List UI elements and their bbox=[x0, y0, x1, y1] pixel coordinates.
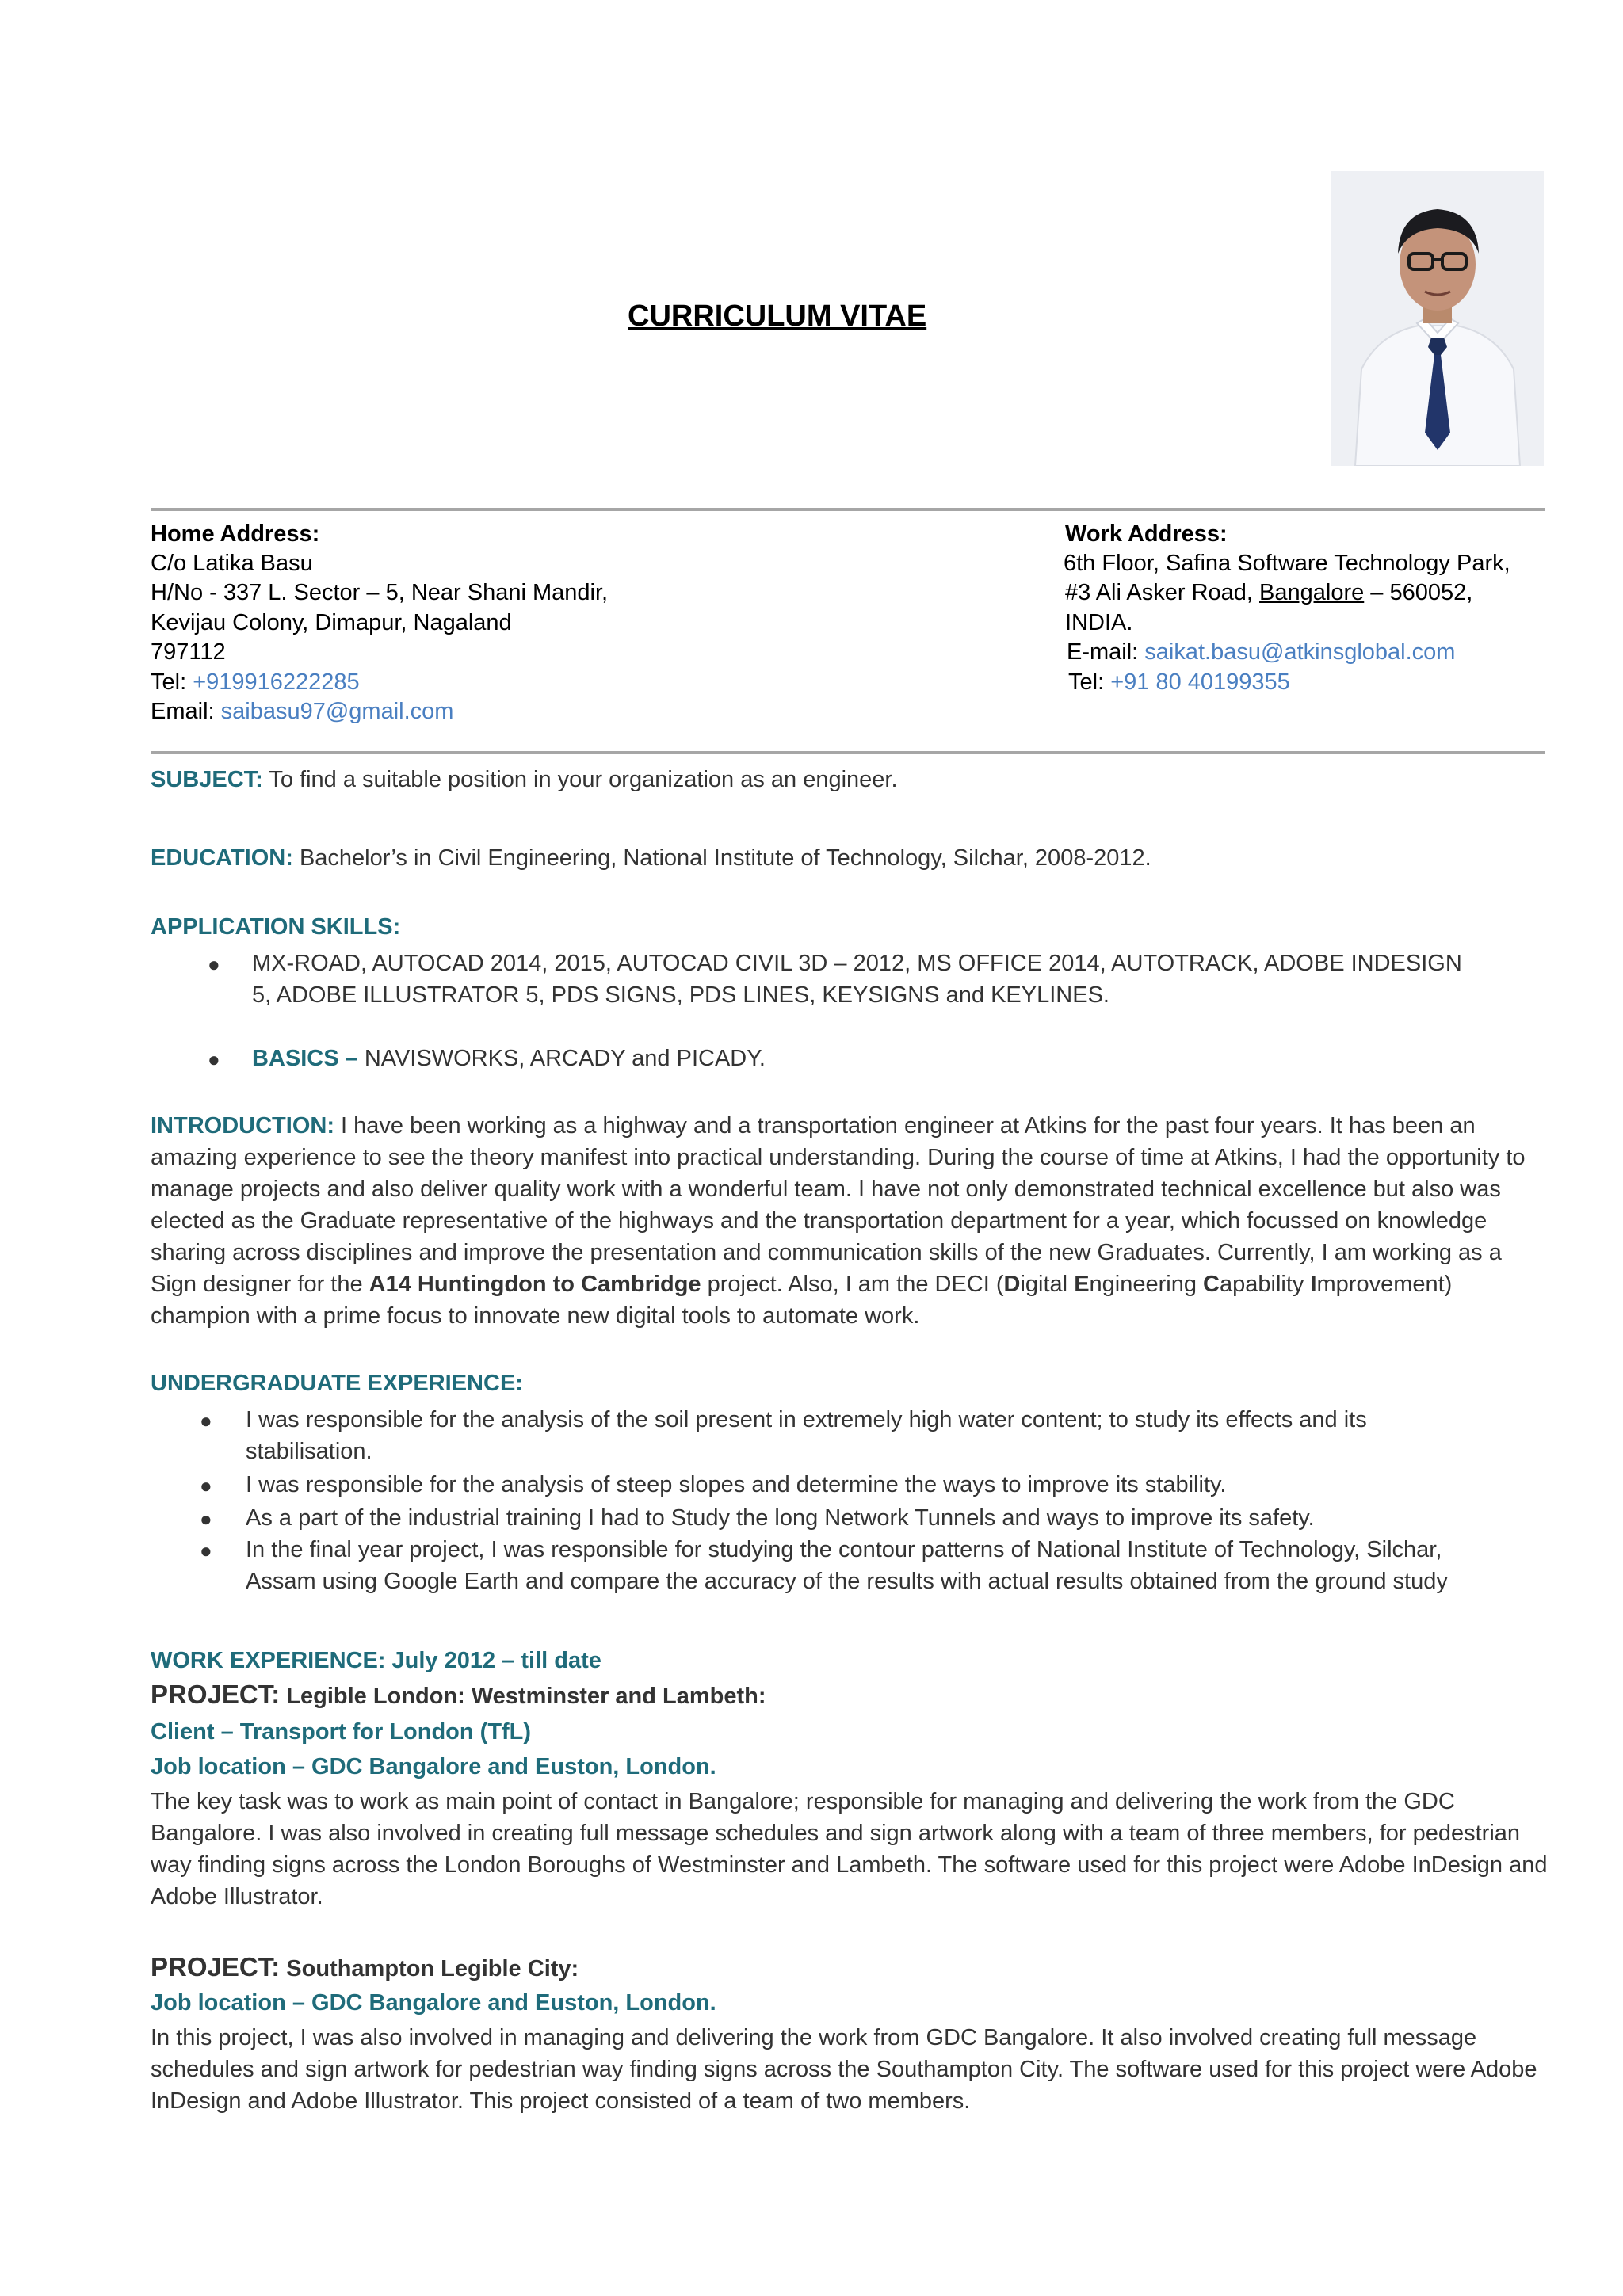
introduction-text: ngineering bbox=[1089, 1272, 1204, 1297]
introduction-paragraph bbox=[151, 1110, 1553, 1332]
undergrad-item: I was responsible for the analysis of the soil present in extremely high water content; to study its effects and its bbox=[246, 1407, 1367, 1432]
basics-label: BASICS – bbox=[252, 1046, 358, 1071]
introduction-text: igital bbox=[1020, 1272, 1075, 1297]
home-address-line: 797112 bbox=[151, 639, 226, 665]
project-location: Job location – GDC Bangalore and Euston, London. bbox=[151, 1754, 716, 1779]
work-experience-heading: WORK EXPERIENCE: July 2012 – till date bbox=[151, 1648, 601, 1673]
project-description: In this project, I was also involved in managing and delivering the work from GDC Bangalore. It also involved creating full message schedules and sign artwork for pedestrian way finding signs across the Southampton City. The software used for this project were Adobe InDesign and Adobe Illustrator. This project consisted of a team of two members. bbox=[151, 2025, 1537, 2114]
education-text: Bachelor’s in Civil Engineering, National Institute of Technology, Silchar, 2008-2012. bbox=[292, 845, 1151, 871]
home-email-label: Email: bbox=[151, 699, 221, 724]
education-label: EDUCATION: bbox=[151, 845, 293, 871]
subject-label: SUBJECT: bbox=[151, 767, 263, 792]
divider-top bbox=[151, 508, 1545, 511]
work-tel bbox=[1068, 667, 1290, 697]
introduction-acronym-letter: C bbox=[1203, 1272, 1220, 1297]
introduction-text: project. Also, I am the DECI ( bbox=[701, 1272, 1004, 1297]
project-client: Client – Transport for London (TfL) bbox=[151, 1719, 532, 1745]
skills-item-line: MX-ROAD, AUTOCAD 2014, 2015, AUTOCAD CIVIL 3D – 2012, MS OFFICE 2014, AUTOTRACK, ADOBE INDESIGN bbox=[252, 951, 1462, 976]
work-address-label: Work Address: bbox=[1065, 521, 1228, 547]
project-heading bbox=[151, 1951, 579, 1989]
work-email-label: E-mail: bbox=[1067, 639, 1145, 665]
project-label: PROJECT: bbox=[151, 1952, 281, 1981]
introduction-acronym-letter: I bbox=[1310, 1272, 1317, 1297]
project-description: The key task was to work as main point of contact in Bangalore; responsible for managing and delivering the work from the GDC Bangalore. I was also involved in creating full message schedules and sign artwork along with a team of three members, for pedestrian way finding signs across the London Boroughs of Westminster and Lambeth. The software used for this project were Adobe InDesign and Adobe Illustrator. bbox=[151, 1789, 1548, 1909]
skills-item-line: 5, ADOBE ILLUSTRATOR 5, PDS SIGNS, PDS LINES, KEYSIGNS and KEYLINES. bbox=[252, 982, 1109, 1008]
bullet-icon: ● bbox=[208, 1047, 220, 1071]
home-tel-link[interactable]: +919916222285 bbox=[193, 669, 360, 695]
basics-text: NAVISWORKS, ARCADY and PICADY. bbox=[357, 1046, 766, 1071]
introduction-project: A14 Huntingdon to Cambridge bbox=[369, 1272, 701, 1297]
project-name: Southampton Legible City: bbox=[280, 1956, 579, 1981]
subject-text: To find a suitable position in your organization as an engineer. bbox=[262, 767, 898, 792]
bullet-icon: ● bbox=[200, 1507, 212, 1531]
undergrad-item: In the final year project, I was responsible for studying the contour patterns of National Institute of Technology, Silchar, bbox=[246, 1537, 1442, 1562]
introduction-label: INTRODUCTION: bbox=[151, 1113, 334, 1138]
bullet-icon: ● bbox=[200, 1474, 212, 1497]
bullet-icon: ● bbox=[208, 952, 220, 976]
home-tel bbox=[151, 667, 360, 697]
divider-mid bbox=[151, 751, 1545, 754]
undergrad-heading: UNDERGRADUATE EXPERIENCE: bbox=[151, 1371, 523, 1396]
home-address-line: Kevijau Colony, Dimapur, Nagaland bbox=[151, 610, 512, 635]
work-address-line: INDIA. bbox=[1065, 610, 1133, 635]
project-label: PROJECT: bbox=[151, 1680, 281, 1709]
skills-heading: APPLICATION SKILLS: bbox=[151, 914, 401, 940]
work-email-link[interactable]: saikat.basu@atkinsglobal.com bbox=[1144, 639, 1456, 665]
home-tel-label: Tel: bbox=[151, 669, 193, 695]
introduction-acronym-letter: D bbox=[1003, 1272, 1021, 1297]
undergrad-item: stabilisation. bbox=[246, 1439, 372, 1464]
bullet-icon: ● bbox=[200, 1409, 212, 1432]
project-location: Job location – GDC Bangalore and Euston, London. bbox=[151, 1990, 716, 2016]
undergrad-item: Assam using Google Earth and compare the accuracy of the results with actual results obtained from the ground study bbox=[246, 1569, 1448, 1594]
work-address-street: #3 Ali Asker Road, bbox=[1065, 580, 1260, 605]
home-address-label: Home Address: bbox=[151, 521, 320, 547]
work-address-postcode: – 560052, bbox=[1364, 580, 1473, 605]
page-title: CURRICULUM VITAE bbox=[628, 299, 927, 333]
home-email bbox=[151, 696, 453, 727]
work-address-line: 6th Floor, Safina Software Technology Park, bbox=[1064, 551, 1510, 576]
work-tel-link[interactable]: +91 80 40199355 bbox=[1110, 669, 1290, 695]
introduction-text: I have been working as a highway and a transportation engineer at Atkins for the past four years. It has been an amazing experience to see the theory manifest into practical understanding. During the course of time at Atkins, I had the opportunity to manage projects and also deliver quality work with a wonderful team. I have not only demonstrated technical excellence but also was elected as the Graduate representative of the highways and the transportation department for a year, which focussed on knowledge sharing across disciplines and improve the presentation and communication skills of the new Graduates. Currently, I am working as a Sign designer for the bbox=[151, 1113, 1526, 1297]
bullet-icon: ● bbox=[200, 1539, 212, 1562]
work-address-city: Bangalore bbox=[1259, 580, 1365, 605]
undergrad-item: I was responsible for the analysis of steep slopes and determine the ways to improve its stability. bbox=[246, 1472, 1227, 1497]
project-heading bbox=[151, 1678, 766, 1717]
introduction-text: apability bbox=[1219, 1272, 1311, 1297]
home-email-link[interactable]: saibasu97@gmail.com bbox=[220, 699, 454, 724]
undergrad-item: As a part of the industrial training I had to Study the long Network Tunnels and ways to improve its safety. bbox=[246, 1505, 1315, 1531]
introduction-text: mprovement) champion with a prime focus to innovate new digital tools to automate work. bbox=[151, 1272, 1453, 1329]
introduction-acronym-letter: E bbox=[1074, 1272, 1090, 1297]
subject-section bbox=[151, 765, 898, 795]
project-name: Legible London: Westminster and Lambeth: bbox=[280, 1684, 766, 1709]
education-section bbox=[151, 843, 1151, 873]
work-tel-label: Tel: bbox=[1068, 669, 1111, 695]
skills-basics bbox=[252, 1043, 766, 1074]
profile-photo bbox=[1331, 171, 1544, 466]
home-address-line: H/No - 337 L. Sector – 5, Near Shani Mandir, bbox=[151, 580, 609, 605]
work-email bbox=[1067, 637, 1455, 667]
home-address-line: C/o Latika Basu bbox=[151, 551, 313, 576]
work-address-line bbox=[1065, 578, 1472, 608]
